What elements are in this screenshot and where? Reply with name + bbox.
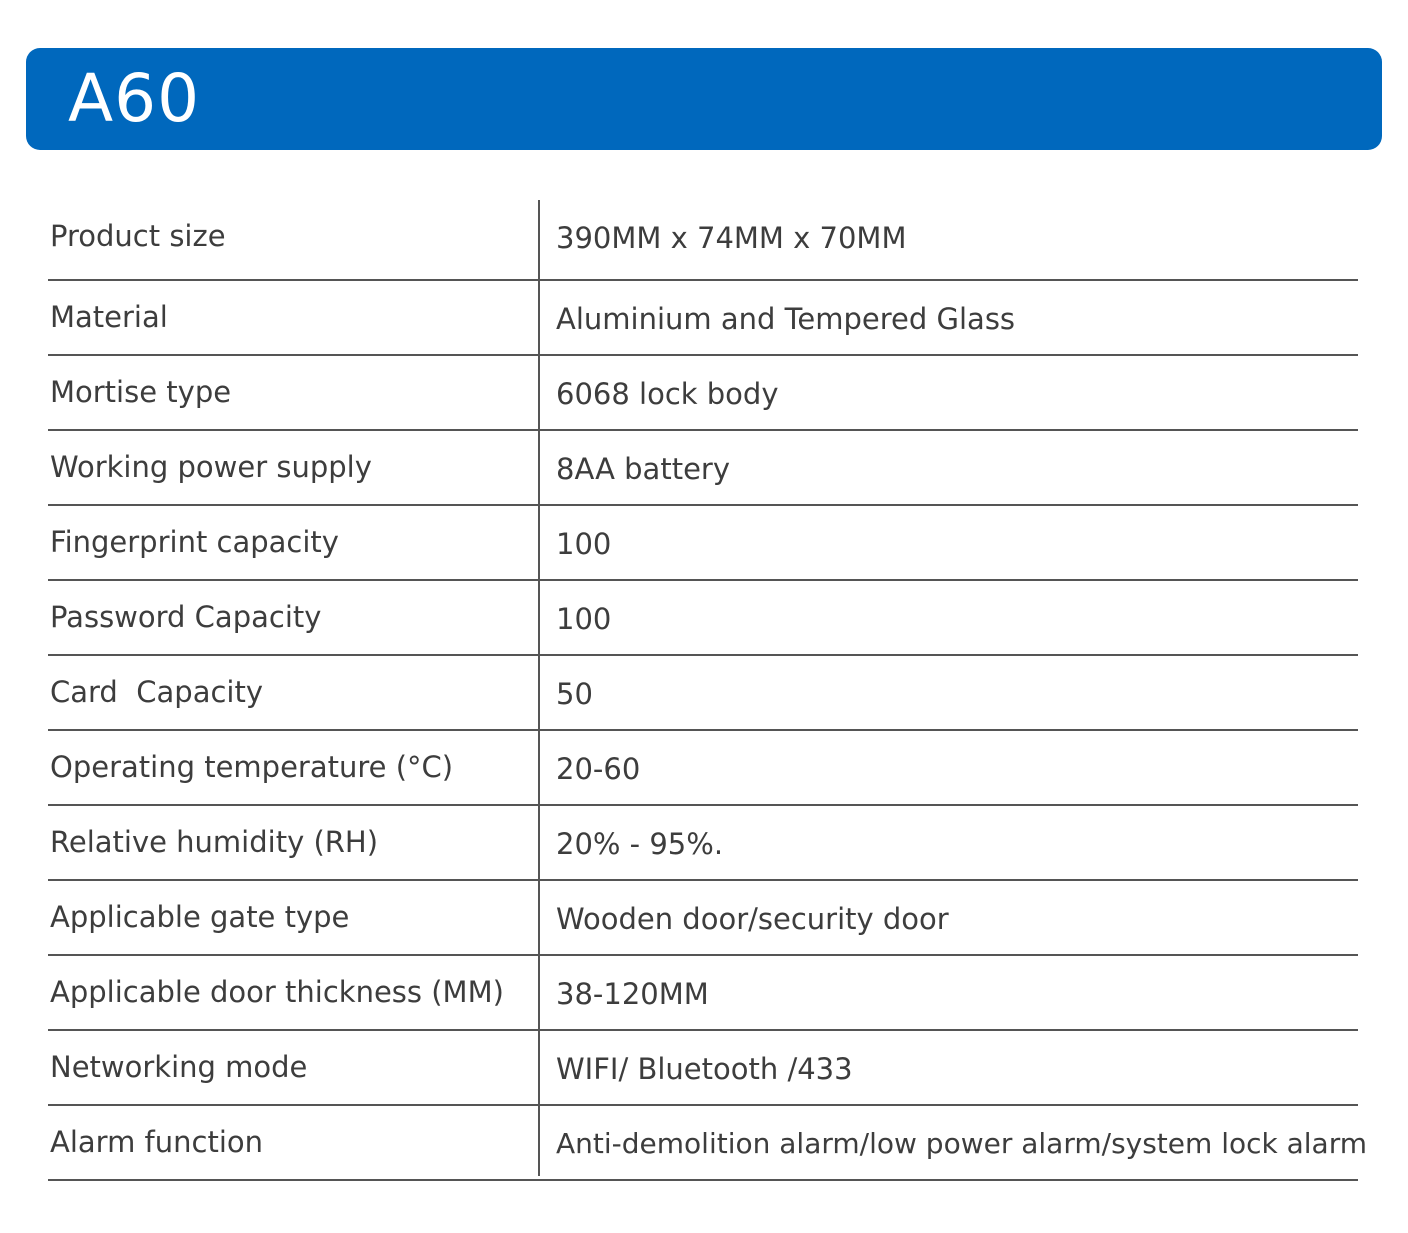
spec-label: Working power supply <box>50 450 372 484</box>
spec-value: 100 <box>556 527 612 561</box>
spec-value: 390MM x 74MM x 70MM <box>556 221 907 255</box>
table-row <box>48 656 1358 731</box>
spec-value: Aluminium and Tempered Glass <box>556 302 1016 336</box>
spec-value: 6068 lock body <box>556 377 779 411</box>
table-row <box>48 806 1358 881</box>
table-row <box>48 431 1358 506</box>
page-title: A60 <box>68 60 201 137</box>
spec-value: 100 <box>556 602 612 636</box>
spec-label: Applicable gate type <box>50 900 350 934</box>
table-row <box>48 200 1358 281</box>
table-row <box>48 956 1358 1031</box>
table-row <box>48 581 1358 656</box>
table-row <box>48 1106 1368 1181</box>
spec-label: Password Capacity <box>50 600 322 634</box>
table-row <box>48 356 1358 431</box>
table-row <box>48 281 1358 356</box>
table-row <box>48 731 1358 806</box>
spec-value: 50 <box>556 677 593 711</box>
table-row <box>48 881 1358 956</box>
spec-value: 20-60 <box>556 752 641 786</box>
spec-label: Applicable door thickness (MM) <box>50 975 504 1009</box>
spec-table <box>48 200 1368 1181</box>
spec-value: Anti-demolition alarm/low power alarm/system lock alarm <box>556 1127 1368 1160</box>
header-banner <box>26 48 1382 150</box>
spec-label: Relative humidity (RH) <box>50 825 379 859</box>
spec-label: Networking mode <box>50 1050 308 1084</box>
spec-value: 20% - 95%. <box>556 827 724 861</box>
spec-label: Mortise type <box>50 375 232 409</box>
spec-value: 8AA battery <box>556 452 730 486</box>
spec-value: Wooden door/security door <box>556 902 949 936</box>
spec-label: Fingerprint capacity <box>50 525 339 559</box>
spec-label: Operating temperature (°C) <box>50 750 454 784</box>
spec-label: Alarm function <box>50 1125 264 1159</box>
table-row <box>48 506 1358 581</box>
column-divider <box>538 200 540 1176</box>
spec-label: Product size <box>50 219 226 253</box>
spec-label: Material <box>50 300 168 334</box>
spec-value: WIFI/ Bluetooth /433 <box>556 1052 853 1086</box>
spec-label: Card Capacity <box>50 675 264 709</box>
table-row <box>48 1031 1358 1106</box>
spec-value: 38-120MM <box>556 977 709 1011</box>
